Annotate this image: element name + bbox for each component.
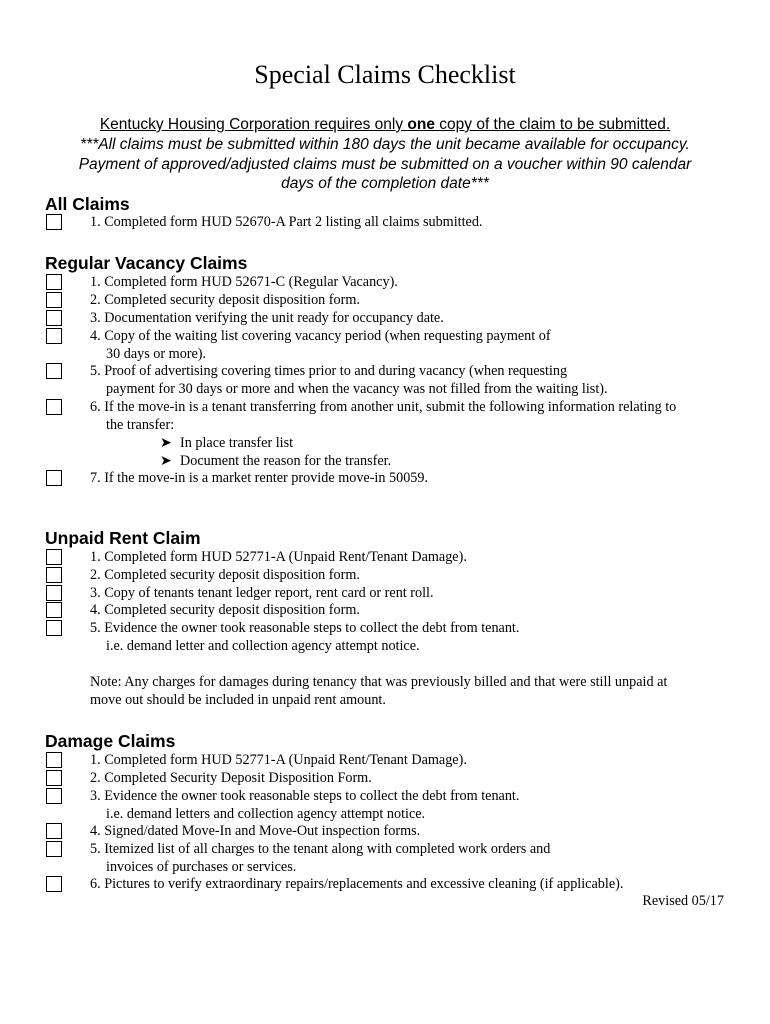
checkbox[interactable] [46, 549, 62, 565]
checklist-item-continuation: i.e. demand letter and collection agency attempt notice. [106, 638, 420, 654]
checkbox[interactable] [46, 876, 62, 892]
checklist-item: 1. Completed form HUD 52771-A (Unpaid Rent/Tenant Damage). [90, 549, 467, 565]
intro-line-3: Payment of approved/adjusted claims must be submitted on a voucher within 90 calendar [78, 155, 692, 173]
checkbox[interactable] [46, 470, 62, 486]
intro-text: Kentucky Housing Corporation requires only [99, 116, 408, 133]
checkbox[interactable] [46, 620, 62, 636]
checklist-item: 1. Completed form HUD 52671-C (Regular Vacancy). [90, 274, 398, 290]
checkbox[interactable] [46, 770, 62, 786]
sub-bullet-text: In place transfer list [180, 435, 294, 451]
checklist-item: 5. Evidence the owner took reasonable steps to collect the debt from tenant. [90, 620, 520, 636]
checkbox[interactable] [46, 292, 62, 308]
checklist-item-continuation: invoices of purchases or services. [106, 859, 297, 875]
checkbox[interactable] [46, 310, 62, 326]
checklist-item: 2. Completed Security Deposit Disposition Form. [90, 770, 372, 786]
checkbox[interactable] [46, 328, 62, 344]
checkbox[interactable] [46, 274, 62, 290]
section-heading-unpaid-rent: Unpaid Rent Claim [45, 528, 201, 548]
page-title: Special Claims Checklist [254, 60, 516, 89]
checklist-item: 1. Completed form HUD 52771-A (Unpaid Rent/Tenant Damage). [90, 752, 467, 768]
checklist-item: 2. Completed security deposit disposition form. [90, 567, 360, 583]
checklist-item: 3. Evidence the owner took reasonable steps to collect the debt from tenant. [90, 788, 520, 804]
checklist-item: 2. Completed security deposit disposition form. [90, 292, 360, 308]
checkbox[interactable] [46, 214, 62, 230]
checklist-item: 4. Signed/dated Move-In and Move-Out inspection forms. [90, 823, 421, 839]
checklist-item: 5. Proof of advertising covering times prior to and during vacancy (when requesting [90, 363, 568, 379]
checklist-item: 6. Pictures to verify extraordinary repairs/replacements and excessive cleaning (if applicable). [90, 876, 624, 892]
arrow-bullet-icon: ➤ [160, 435, 172, 451]
checkbox[interactable] [46, 788, 62, 804]
sub-bullet-item [160, 452, 391, 470]
checkbox[interactable] [46, 585, 62, 601]
checkbox[interactable] [46, 841, 62, 857]
section-heading-damage-claims: Damage Claims [45, 731, 176, 751]
arrow-bullet-icon: ➤ [160, 453, 172, 469]
intro-text: copy of the claim to be submitted. [434, 116, 671, 133]
section-heading-regular-vacancy: Regular Vacancy Claims [45, 253, 248, 273]
note-line: Note: Any charges for damages during tenancy that was previously billed and that were still unpaid at [90, 674, 668, 690]
sub-bullet-text: Document the reason for the transfer. [180, 453, 392, 469]
intro-notice [40, 135, 730, 194]
section-heading-all-claims: All Claims [45, 194, 130, 214]
intro-line-1 [40, 115, 730, 135]
checklist-item: 3. Documentation verifying the unit ready for occupancy date. [90, 310, 444, 326]
intro-emphasis: one [407, 116, 435, 133]
checklist-item: 4. Completed security deposit disposition form. [90, 602, 360, 618]
revision-date: Revised 05/17 [642, 893, 724, 909]
checklist-item: 4. Copy of the waiting list covering vacancy period (when requesting payment of [90, 328, 551, 344]
checklist-item: 7. If the move-in is a market renter provide move-in 50059. [90, 470, 429, 486]
checklist-item: 5. Itemized list of all charges to the tenant along with completed work orders and [90, 841, 551, 857]
checkbox[interactable] [46, 567, 62, 583]
checklist-item-continuation: i.e. demand letters and collection agency attempt notice. [106, 806, 426, 822]
checkbox[interactable] [46, 363, 62, 379]
checkbox[interactable] [46, 602, 62, 618]
note-line: move out should be included in unpaid rent amount. [90, 692, 386, 708]
checklist-item: 1. Completed form HUD 52670-A Part 2 listing all claims submitted. [90, 214, 483, 230]
checkbox[interactable] [46, 399, 62, 415]
checklist-item: 3. Copy of tenants tenant ledger report, rent card or rent roll. [90, 585, 434, 601]
checklist-item-continuation: the transfer: [106, 417, 175, 433]
sub-bullet-item [160, 434, 293, 452]
checklist-item: 6. If the move-in is a tenant transferring from another unit, submit the following information relating to [90, 399, 677, 415]
intro-line-4: days of the completion date*** [281, 175, 489, 192]
checkbox[interactable] [46, 823, 62, 839]
checklist-item-continuation: 30 days or more). [106, 346, 207, 362]
checklist-item-continuation: payment for 30 days or more and when the vacancy was not filled from the waiting list). [106, 381, 608, 397]
checkbox[interactable] [46, 752, 62, 768]
intro-line-2: ***All claims must be submitted within 180 days the unit became available for occupancy. [80, 136, 690, 153]
